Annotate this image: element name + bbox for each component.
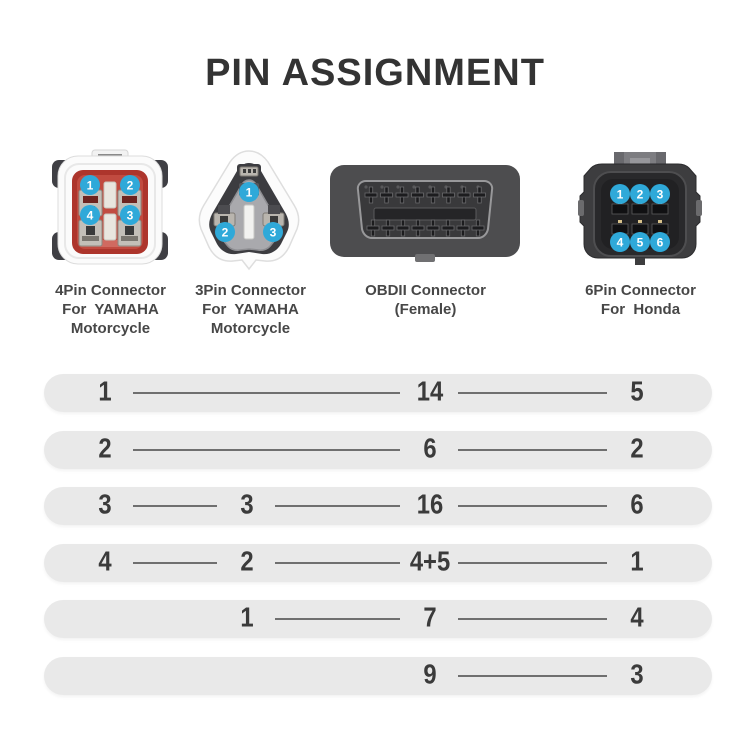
map-connector-line <box>458 505 607 507</box>
page-title: PIN ASSIGNMENT <box>205 52 545 94</box>
pin-badge-2 <box>120 175 140 195</box>
map-connector-line <box>458 618 607 620</box>
pin-map-row-1 <box>44 374 712 412</box>
pin-number: 3 <box>240 488 254 520</box>
pin-mapping-table <box>44 374 712 713</box>
connector-3pin-illustration <box>190 147 308 273</box>
pin-badge-6 <box>650 232 670 252</box>
svg-text:2: 2 <box>636 187 644 202</box>
pin-badge-4 <box>610 232 630 252</box>
pin-badge-3 <box>263 222 283 242</box>
pin-number: 16 <box>416 488 444 520</box>
pin-number: 1 <box>630 545 644 577</box>
pin-badge-1 <box>80 175 100 195</box>
label-line: 4Pin Connector <box>55 282 166 299</box>
connector-6pin-illustration <box>576 150 704 270</box>
svg-text:3: 3 <box>269 225 277 240</box>
pin-number: 6 <box>423 432 437 464</box>
pin-number: 4 <box>98 545 112 577</box>
svg-text:4: 4 <box>86 208 94 223</box>
map-connector-line <box>275 562 400 564</box>
svg-text:4: 4 <box>616 235 624 250</box>
pin-number: 4 <box>630 601 644 633</box>
label-line: For YAMAHA <box>202 301 299 319</box>
pin-badge-2 <box>215 222 235 242</box>
svg-text:1: 1 <box>616 187 624 202</box>
pin-number: 4+5 <box>409 545 451 577</box>
svg-text:1: 1 <box>245 185 253 200</box>
label-line: OBDII Connector <box>365 282 486 299</box>
pin-badge-3 <box>650 184 670 204</box>
pin-badge-2 <box>630 184 650 204</box>
pin-map-row-3 <box>44 487 712 525</box>
pin-badge-3 <box>120 205 140 225</box>
map-connector-line <box>133 449 400 451</box>
label-line: Motorcycle <box>210 320 291 338</box>
pin-number: 14 <box>416 375 444 407</box>
svg-text:6: 6 <box>656 235 664 250</box>
pin-badge-1 <box>239 182 259 202</box>
svg-text:2: 2 <box>221 225 229 240</box>
label-line: 6Pin Connector <box>585 282 696 299</box>
map-connector-line <box>275 505 400 507</box>
label-line: Motorcycle <box>70 320 151 338</box>
map-connector-line <box>275 618 400 620</box>
map-connector-line <box>458 675 607 677</box>
pin-number: 1 <box>98 375 112 407</box>
pin-number: 5 <box>630 375 644 407</box>
pin-badge-4 <box>80 205 100 225</box>
map-connector-line <box>133 562 217 564</box>
pin-badge-5 <box>630 232 650 252</box>
pin-map-row-4 <box>44 544 712 582</box>
pin-map-row-2 <box>44 431 712 469</box>
pin-map-row-5 <box>44 600 712 638</box>
map-connector-line <box>458 562 607 564</box>
pin-number: 2 <box>240 545 254 577</box>
svg-text:3: 3 <box>656 187 664 202</box>
label-line: (Female) <box>394 301 457 319</box>
map-connector-line <box>133 392 400 394</box>
map-connector-line <box>133 505 217 507</box>
pin-number: 9 <box>423 658 437 690</box>
connector-4pin-illustration <box>48 148 172 270</box>
map-connector-line <box>458 449 607 451</box>
pin-number: 7 <box>423 601 437 633</box>
pin-number: 2 <box>630 432 644 464</box>
pin-badge-1 <box>610 184 630 204</box>
label-line: 3Pin Connector <box>195 282 306 299</box>
pin-number: 1 <box>240 601 254 633</box>
label-line: For YAMAHA <box>62 301 159 319</box>
pin-number: 3 <box>630 658 644 690</box>
svg-text:5: 5 <box>636 235 644 250</box>
pin-map-row-6 <box>44 657 712 695</box>
svg-text:2: 2 <box>126 178 134 193</box>
pin-number: 3 <box>98 488 112 520</box>
map-connector-line <box>458 392 607 394</box>
pin-number: 6 <box>630 488 644 520</box>
label-line: For Honda <box>600 301 681 319</box>
svg-text:3: 3 <box>126 208 134 223</box>
connector-label-obdii <box>338 281 513 319</box>
svg-text:1: 1 <box>86 178 94 193</box>
connector-obdii-illustration <box>330 161 520 263</box>
connector-label-3pin <box>168 281 333 338</box>
pin-number: 2 <box>98 432 112 464</box>
connector-label-6pin <box>553 281 728 319</box>
